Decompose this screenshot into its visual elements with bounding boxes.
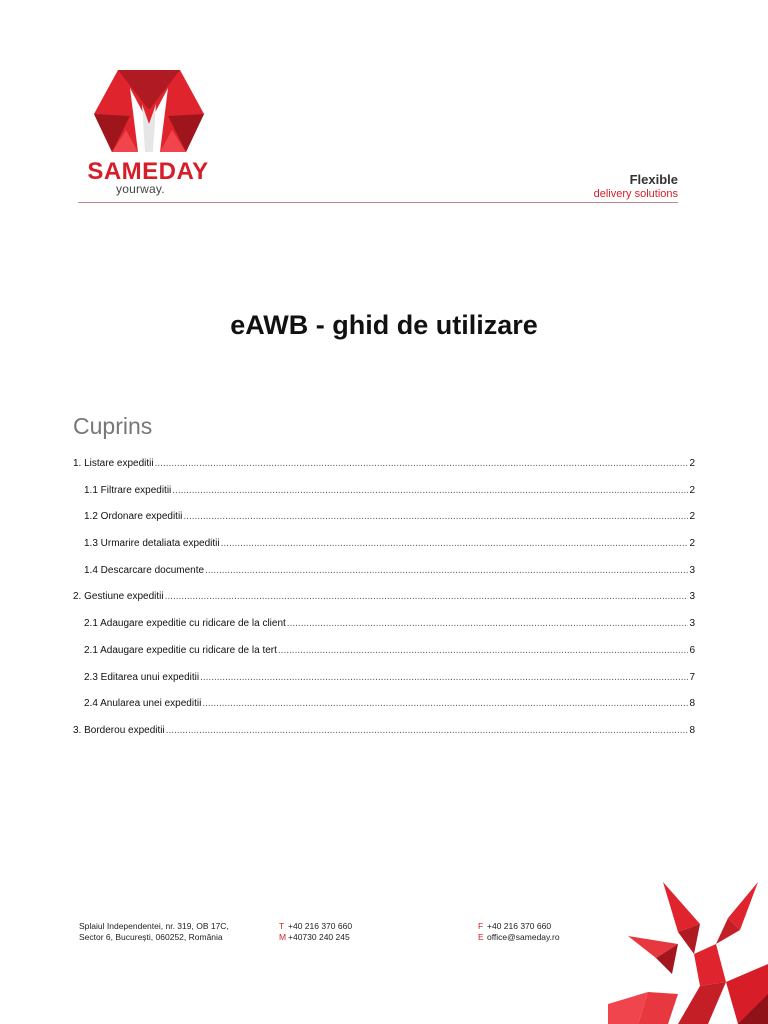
- toc-heading: Cuprins: [73, 413, 153, 439]
- brand-subtitle: yourway.: [116, 182, 165, 196]
- document-title: eAWB - ghid de utilizare: [230, 310, 538, 340]
- footer-contact: [478, 921, 560, 942]
- tagline-line1: Flexible: [629, 172, 678, 187]
- toc-entry-page: 2: [689, 484, 695, 496]
- address-line: Sector 6, București, 060252, România: [79, 931, 223, 942]
- sameday-logo: [78, 64, 218, 199]
- toc-dot-leader: [287, 618, 689, 629]
- toc-dot-leader: [172, 485, 688, 496]
- toc-dot-leader: [202, 698, 688, 709]
- toc-entry[interactable]: [73, 725, 695, 752]
- brand-name: SAMEDAY: [87, 158, 209, 185]
- toc-dot-leader: [221, 538, 689, 549]
- toc-entry[interactable]: [73, 645, 695, 672]
- toc-entry[interactable]: [73, 698, 695, 725]
- fax-value: +40 216 370 660: [487, 921, 552, 931]
- sameday-logo-icon: [90, 64, 208, 156]
- toc-entry-page: 2: [689, 511, 695, 523]
- toc-entry-label: 2.4 Anularea unei expeditii: [84, 698, 202, 710]
- toc-dot-leader: [155, 458, 689, 469]
- toc-entry-label: 2.1 Adaugare expeditie cu ridicare de la tert: [84, 644, 277, 656]
- origami-birds-decoration: [608, 874, 768, 1024]
- footer-phones: [279, 921, 352, 942]
- toc-dot-leader: [278, 645, 689, 656]
- toc-entry-label: 1.2 Ordonare expeditii: [84, 511, 183, 523]
- address-line: Splaiul Independentei, nr. 319, OB 17C,: [79, 921, 229, 931]
- toc-dot-leader: [165, 591, 689, 602]
- fax-key: F: [478, 921, 484, 931]
- toc-entry-page: 2: [689, 538, 695, 550]
- toc-entry-label: 1.4 Descarcare documente: [84, 564, 205, 576]
- toc-entry[interactable]: [73, 672, 695, 699]
- table-of-contents: [73, 458, 695, 752]
- toc-entry-label: 3. Borderou expeditii: [73, 724, 165, 736]
- toc-entry-page: 6: [689, 644, 695, 656]
- email-key: E: [478, 931, 484, 942]
- tagline-line2: delivery solutions: [593, 188, 678, 200]
- toc-entry-label: 2.3 Editarea unui expeditii: [84, 671, 200, 683]
- toc-dot-leader: [183, 511, 688, 522]
- toc-entry-page: 3: [689, 618, 695, 630]
- toc-dot-leader: [205, 565, 688, 576]
- toc-entry-page: 3: [689, 564, 695, 576]
- toc-entry-label: 1.1 Filtrare expeditii: [84, 484, 172, 496]
- toc-entry-label: 2.1 Adaugare expeditie cu ridicare de la client: [84, 618, 286, 630]
- toc-entry[interactable]: [73, 618, 695, 645]
- mobile-value: +40730 240 245: [288, 931, 350, 942]
- toc-entry-page: 2: [689, 458, 695, 469]
- toc-entry-label: 1. Listare expeditii: [73, 458, 154, 469]
- toc-entry[interactable]: [73, 591, 695, 618]
- mobile-key: M: [279, 931, 287, 942]
- phone-key: T: [279, 921, 285, 931]
- toc-entry-page: 8: [689, 724, 695, 736]
- toc-dot-leader: [166, 725, 689, 736]
- phone-value: +40 216 370 660: [288, 921, 353, 931]
- toc-entry[interactable]: [73, 511, 695, 538]
- toc-entry[interactable]: [73, 458, 695, 485]
- email-value: office@sameday.ro: [487, 931, 560, 942]
- toc-entry[interactable]: [73, 485, 695, 512]
- toc-entry-page: 3: [689, 591, 695, 603]
- header-divider: [78, 202, 678, 203]
- footer-address: [79, 921, 229, 942]
- toc-entry[interactable]: [73, 565, 695, 592]
- toc-entry-page: 7: [689, 671, 695, 683]
- tagline: [594, 172, 678, 201]
- toc-entry[interactable]: [73, 538, 695, 565]
- toc-entry-label: 1.3 Urmarire detaliata expeditii: [84, 538, 220, 550]
- toc-entry-label: 2. Gestiune expeditii: [73, 591, 164, 603]
- toc-entry-page: 8: [689, 698, 695, 710]
- toc-dot-leader: [200, 672, 688, 683]
